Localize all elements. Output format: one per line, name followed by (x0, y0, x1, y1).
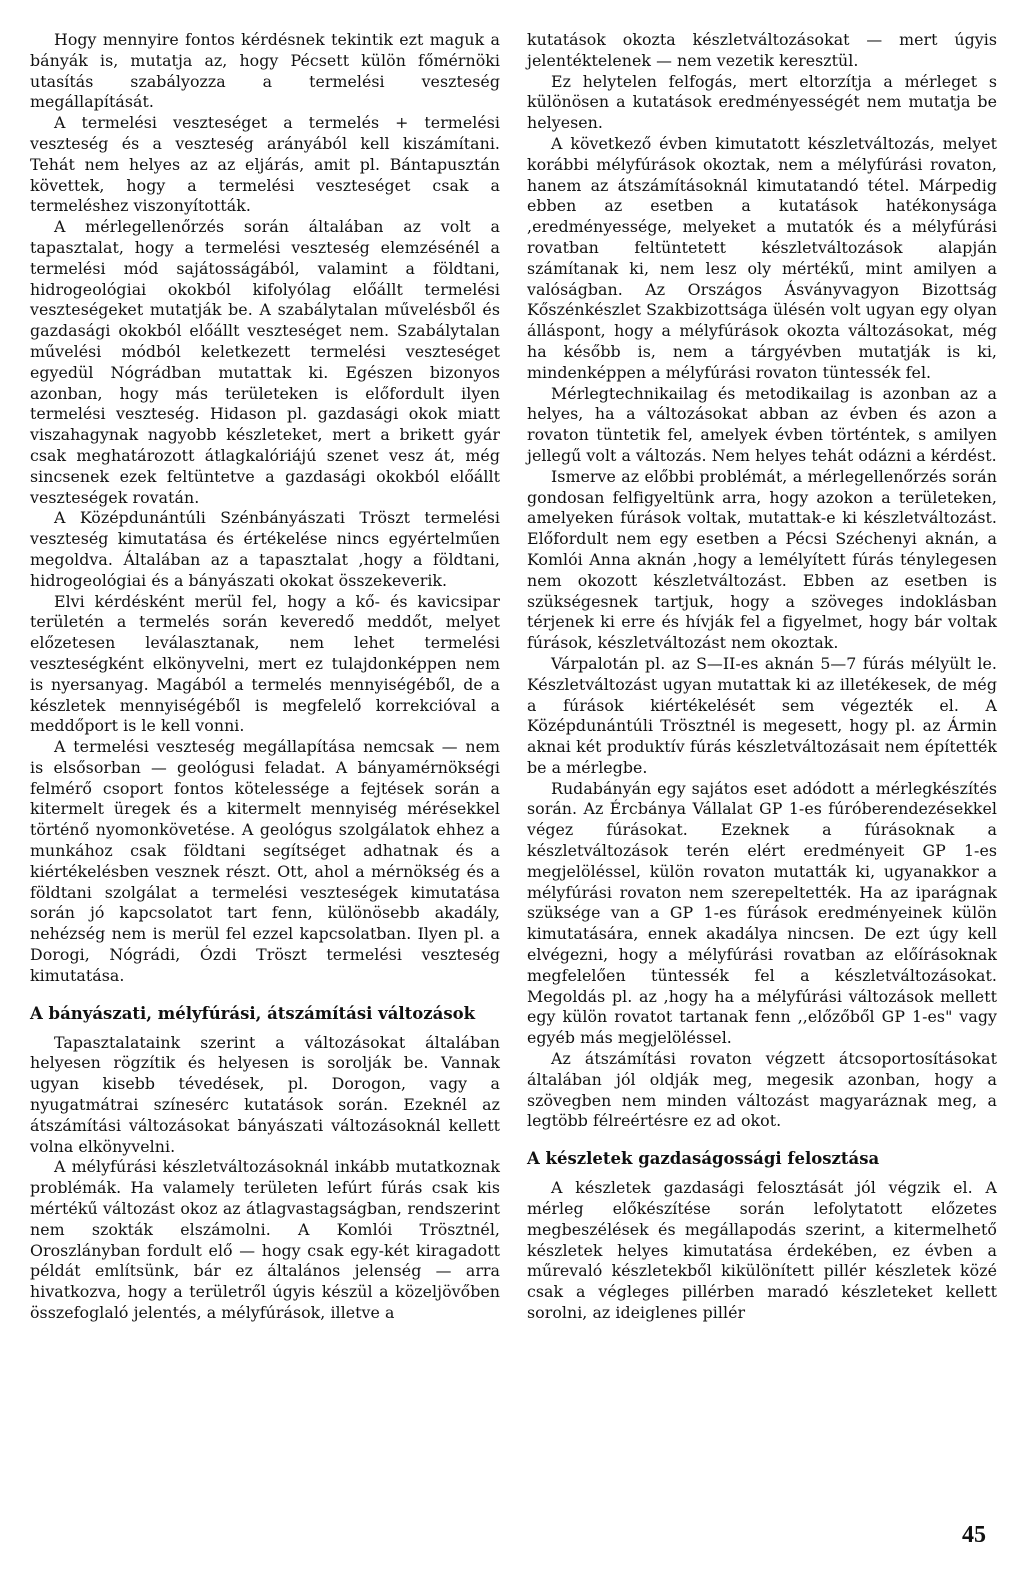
paragraph: Rudabányán egy sajátos eset adódott a mérlegkészítés során. Az Ércbánya Vállalat GP 1-es fúróberendezésekkel végez fúrásokat. Ezeknek a fúrásoknak a készletváltozások terén elért eredményeit GP 1-es megjelöléssel, külön rovaton mutatták ki, ugyanakkor a mélyfúrási rovaton nem szerepeltették. Ha az iparágnak szüksége van a GP 1-es fúrások eredményeinek külön kimutatására, ennek akadálya nincsen. De ezt úgy kell elvégezni, hogy a mélyfúrási rovatban az előírásoknak megfelelően tüntessék fel a készletváltozásokat. Megoldás pl. az ,hogy ha a mélyfúrási változások mellett egy külön rovatot tartanak fenn ,,előzőből GP 1-es" vagy egyéb más megjelöléssel. (527, 778, 997, 1048)
paragraph: Várpalotán pl. az S—II-es aknán 5—7 fúrás mélyült le. Készletváltozást ugyan mutattak ki az illetékesek, de még a fúrások kiértékelését sem végezték el. A Középdunántúli Trösztnél is megesett, hogy pl. az Ármin aknai két produktív fúrás készletváltozásait nem építették be a mérlegbe. (527, 653, 997, 777)
paragraph: Elvi kérdésként merül fel, hogy a kő- és kavicsipar területén a termelés során keveredő meddőt, melyet előzetesen leválasztanak, nem lehet termelési veszteségként elkönyvelni, mert ez tulajdonképpen nem is nyersanyag. Magából a termelés mennyiségéből, de a készletek mennyiségéből is megfelelő korrekcióval a meddőport is le kell vonni. (30, 591, 500, 736)
paragraph: Ismerve az előbbi problémát, a mérlegellenőrzés során gondosan felfigyeltünk arra, hogy azokon a területeken, amelyeken fúrások voltak, mutattak-e ki készletváltozást. Előfordult nem egy esetben a Pécsi Széchenyi aknán, a Komlói Anna aknán ,hogy a lemélyített fúrás ténylegesen nem okozott készletváltozást. Ebben az esetben is szükségesnek tartjuk, hogy a szöveges indoklásban térjenek ki erre és hívják fel a figyelmet, hogy bár voltak fúrások, készletváltozást nem okoztak. (527, 466, 997, 653)
paragraph: A készletek gazdasági felosztását jól végzik el. A mérleg előkészítése során lefolytatott előzetes megbeszélések és megállapodás szerint, a kitermelhető készletek helyes kimutatása érdekében, ez évben a műrevaló készletekből kikülönített pillér készletek közé csak a végleges pillérben maradó készleteket kellett sorolni, az ideiglenes pillér (527, 1178, 997, 1323)
paragraph: A mérlegellenőrzés során általában az volt a tapasztalat, hogy a termelési veszteség elemzésénél a termelési mód sajátosságából, valamint a földtani, hidrogeológiai okokból kifolyólag előállt termelési veszteségeket mutatják be. A szabálytalan művelésből és gazdasági okokból előállt veszteséget nem. Szabálytalan művelési módból keletkezett termelési veszteséget egyedül Nógrádban mutattak ki. Egészen bizonyos azonban, hogy más területeken is előfordult ilyen termelési veszteség. Hidason pl. gazdasági okok miatt viszahagynak nagyobb készleteket, mert a brikett gyár csak meghatározott átlagkalóriájú szenet vesz át, még sincsenek ezek feltüntetve a gazdasági okokból előállt veszteségek rovatán. (30, 217, 500, 507)
section-heading: A bányászati, mélyfúrási, átszámítási változások (30, 1003, 476, 1023)
paragraph: A Középdunántúli Szénbányászati Tröszt termelési veszteség kimutatása és értékelése nincs egyértelműen megoldva. Általában az a tapasztalat ,hogy a földtani, hidrogeológiai és a bányászati okokat összekeverik. (30, 508, 500, 590)
right-column (527, 30, 997, 1324)
paragraph: Hogy mennyire fontos kérdésnek tekintik ezt maguk a bányák is, mutatja az, hogy Pécsett külön főmérnöki utasítás szabályozza a termelési veszteség megállapítását. (30, 30, 500, 112)
paragraph: Ez helytelen felfogás, mert eltorzítja a mérleget s különösen a kutatások eredményességét nem mutatja be helyesen. (527, 71, 997, 133)
paragraph: Mérlegtechnikailag és metodikailag is azonban az a helyes, ha a változásokat abban az évben és azon a rovaton tüntetik fel, amelyek évben történtek, s amilyen jellegű volt a változás. Nem helyes tehát odázni a kérdést. (527, 383, 997, 465)
paragraph: kutatások okozta készletváltozásokat — mert úgyis jelentéktelenek — nem vezetik keresztül. (527, 30, 997, 70)
paragraph: Az átszámítási rovaton végzett átcsoportosításokat általában jól oldják meg, megesik azonban, hogy a szövegben nem minden változást magyaráznak meg, a legtöbb félreértésre ez ad okot. (527, 1049, 997, 1131)
paragraph: A mélyfúrási készletváltozásoknál inkább mutatkoznak problémák. Ha valamely területen lefúrt fúrás csak kis mértékű változást okoz az átlagvastagságban, rendszerint nem szokták elszámolni. A Komlói Trösztnél, Oroszlányban fordult elő — hogy csak egy-két kiragadott példát említsünk, bár ez általános jelenség — arra hivatkozva, hogy a területről úgyis készül a közeljövőben összefoglaló jelentés, a mélyfúrások, illetve a (30, 1157, 500, 1323)
section-heading: A készletek gazdaságossági felosztása (527, 1149, 880, 1169)
page-number: 45 (962, 1522, 986, 1548)
paragraph: A termelési veszteség megállapítása nemcsak — nem is elsősorban — geológusi feladat. A bányamérnökségi felmérő csoport fontos kötelessége a fejtések során a kitermelt üregek és a kitermelt mennyiség mérésekkel történő nyomonkövetése. A geológus szolgálatok ehhez a munkához csak földtani segítséget adhatnak és a kiértékelésben vesznek részt. Ott, ahol a mérnökség és a földtani szolgálat a termelési veszteségek kimutatása során jó kapcsolatot tart fenn, különösebb akadály, nehézség nem is merül fel ezzel kapcsolatban. Ilyen pl. a Dorogi, Nógrádi, Ózdi Tröszt termelési veszteség kimutatása. (30, 737, 500, 985)
paragraph: A termelési veszteséget a termelés + termelési veszteség és a veszteség arányából kell kiszámítani. Tehát nem helyes az az eljárás, amit pl. Bántapusztán követtek, hogy a termelési veszteséget csak a termeléshez viszonyították. (30, 113, 500, 216)
left-column (30, 30, 500, 1324)
paragraph: Tapasztalataink szerint a változásokat általában helyesen rögzítik és helyesen is sorolják be. Vannak ugyan kisebb tévedések, pl. Dorogon, vagy a nyugatmátrai színesérc kutatások során. Ezeknél az átszámítási változásokat bányászati változásoknál kellett volna elkönyvelni. (30, 1032, 500, 1156)
paragraph: A következő évben kimutatott készletváltozás, melyet korábbi mélyfúrások okoztak, nem a mélyfúrási rovaton, hanem az átszámításoknál kimutatandó tétel. Márpedig ebben az esetben a kutatások hatékonysága ,eredményessége, melyeket a mutatók és a mélyfúrási rovatban feltüntetett készletváltozások alapján számítanak ki, nem lesz oly mértékű, mint amilyen a valóságban. Az Országos Ásványvagyon Bizottság Kőszénkészlet Szakbizottsága ülésén volt ugyan egy olyan álláspont, hogy a mélyfúrások okozta változásokat, még ha később is, nem a tárgyévben mutatják is ki, mindenképpen a mélyfúrási rovaton tüntessék fel. (527, 133, 997, 382)
